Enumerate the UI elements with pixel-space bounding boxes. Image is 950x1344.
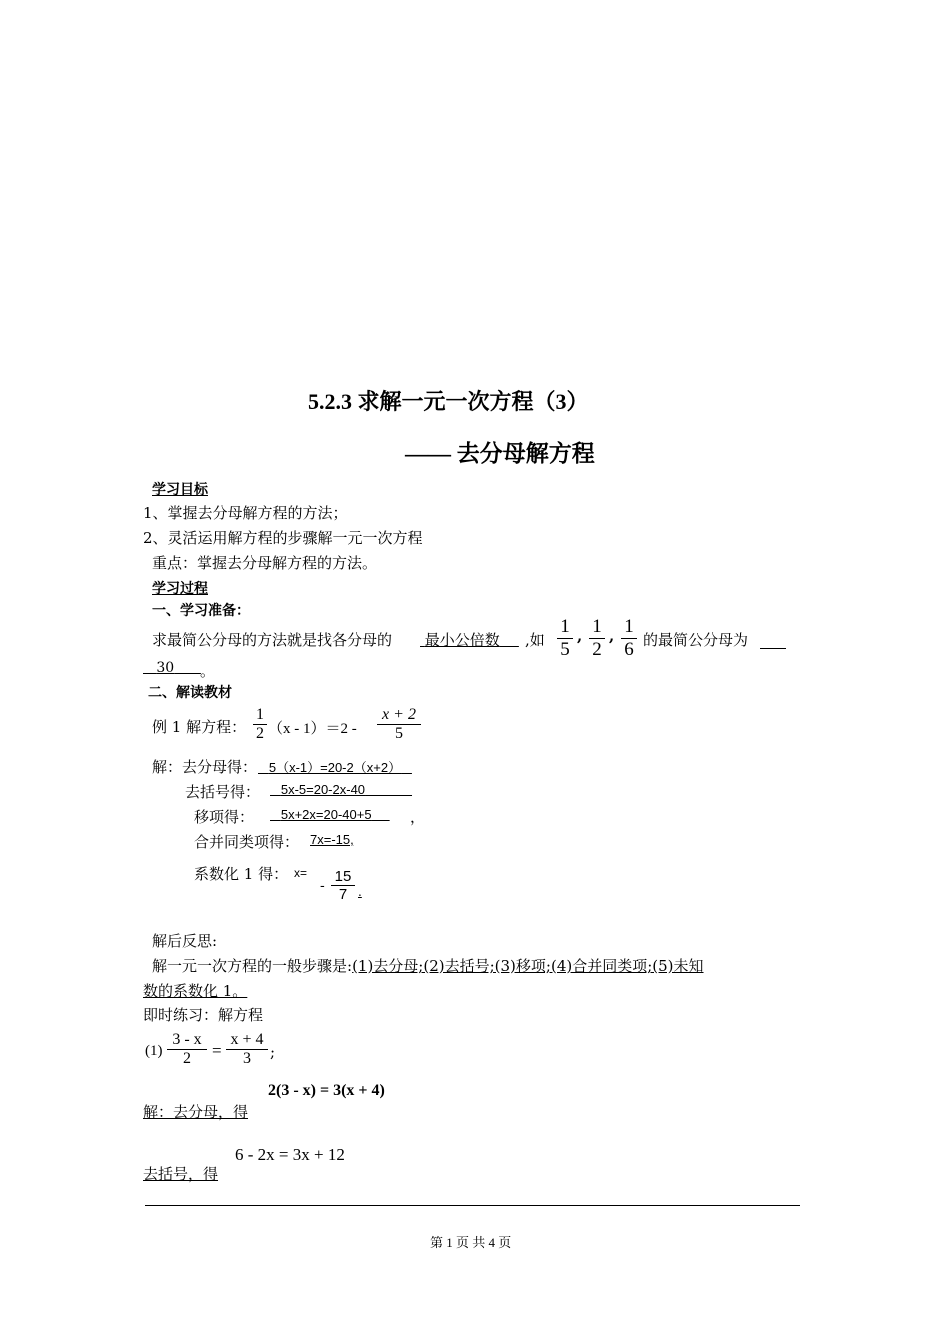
reflect-text-a: 解一元一次方程的一般步骤是:	[152, 957, 353, 975]
step5-fraction: 15 7	[331, 868, 355, 903]
process-heading: 学习过程	[152, 580, 208, 596]
prep-text-b: ,如	[525, 631, 545, 649]
step4-value: 7x=-15,	[310, 832, 354, 847]
practice-label: (1)	[145, 1043, 163, 1059]
footer-divider	[145, 1205, 800, 1206]
page-footer: 第 1 页 共 4 页	[430, 1235, 512, 1250]
goal-2: 2、灵活运用解方程的步骤解一元一次方程	[143, 529, 423, 547]
prep-fraction-3: 1 6	[621, 616, 637, 661]
prep-comma-2: ,	[609, 627, 615, 645]
practice-fraction-2: x + 4 3	[226, 1031, 268, 1068]
practice-fraction-1: 3 - x 2	[167, 1031, 207, 1068]
step5-var: x=	[294, 866, 308, 880]
read-heading: 二、解读教材	[148, 684, 232, 700]
practice-step1-label: 解：去分母，得	[143, 1103, 249, 1121]
example-label: 例 1 解方程：	[152, 718, 247, 736]
practice-step2-equation: 6 - 2x = 3x + 12	[235, 1145, 345, 1164]
step1-label: 解：去分母得：	[152, 758, 258, 776]
step3-value: 5x+2x=20-40+5	[280, 807, 372, 822]
prep-blank-line	[760, 648, 786, 649]
page-subtitle: —— 去分母解方程	[405, 441, 595, 466]
reflect-text-b: (1)去分母;(2)去括号;(3)移项;(4)合并同类项;(5)未知	[352, 957, 704, 975]
goals-heading: 学习目标	[152, 481, 208, 497]
step1-value: 5（x-1）=20-2（x+2）	[268, 760, 402, 775]
step5-sign: -	[320, 878, 325, 894]
practice-step2-label: 去括号，得	[143, 1165, 219, 1183]
practice-heading: 即时练习：解方程	[143, 1006, 264, 1024]
key-point: 重点：掌握去分母解方程的方法。	[152, 554, 378, 572]
prep-blank-answer: 最小公倍数	[424, 631, 500, 649]
prep-answer: 30	[156, 660, 175, 676]
step4-label: 合并同类项得：	[194, 833, 300, 851]
goal-1: 1、掌握去分母解方程的方法；	[143, 504, 348, 522]
prep-text-a: 求最简公分母的方法就是找各分母的	[152, 631, 393, 649]
step5-tail: .	[358, 885, 362, 899]
reflect-line-2: 数的系数化 1。	[143, 982, 248, 1000]
example-fraction-1: 1 2	[253, 706, 267, 743]
practice-step1-equation: 2(3 - x) = 3(x + 4)	[268, 1082, 385, 1099]
reflect-heading: 解后反思:	[152, 932, 218, 950]
step3-label: 移项得：	[194, 808, 255, 826]
step3-tail: ，	[410, 808, 426, 826]
step2-label: 去括号得：	[185, 783, 261, 801]
page-title: 5.2.3 求解一元一次方程（3）	[308, 389, 589, 414]
example-middle: （x - 1）＝2 -	[268, 721, 357, 737]
step2-value: 5x-5=20-2x-40	[280, 782, 366, 797]
practice-equals: =	[212, 1041, 222, 1060]
prep-text-c: 的最简公分母为	[643, 631, 749, 649]
prep-end: 。	[200, 662, 216, 680]
prep-fraction-1: 1 5	[557, 616, 573, 661]
example-fraction-2: x + 2 5	[377, 706, 421, 743]
prep-fraction-2: 1 2	[589, 616, 605, 661]
prep-heading: 一、学习准备：	[152, 602, 250, 618]
prep-comma-1: ,	[577, 627, 583, 645]
step5-label: 系数化 1 得：	[194, 865, 289, 883]
reflect-line-1	[152, 955, 704, 976]
practice-tail: ;	[270, 1043, 276, 1061]
